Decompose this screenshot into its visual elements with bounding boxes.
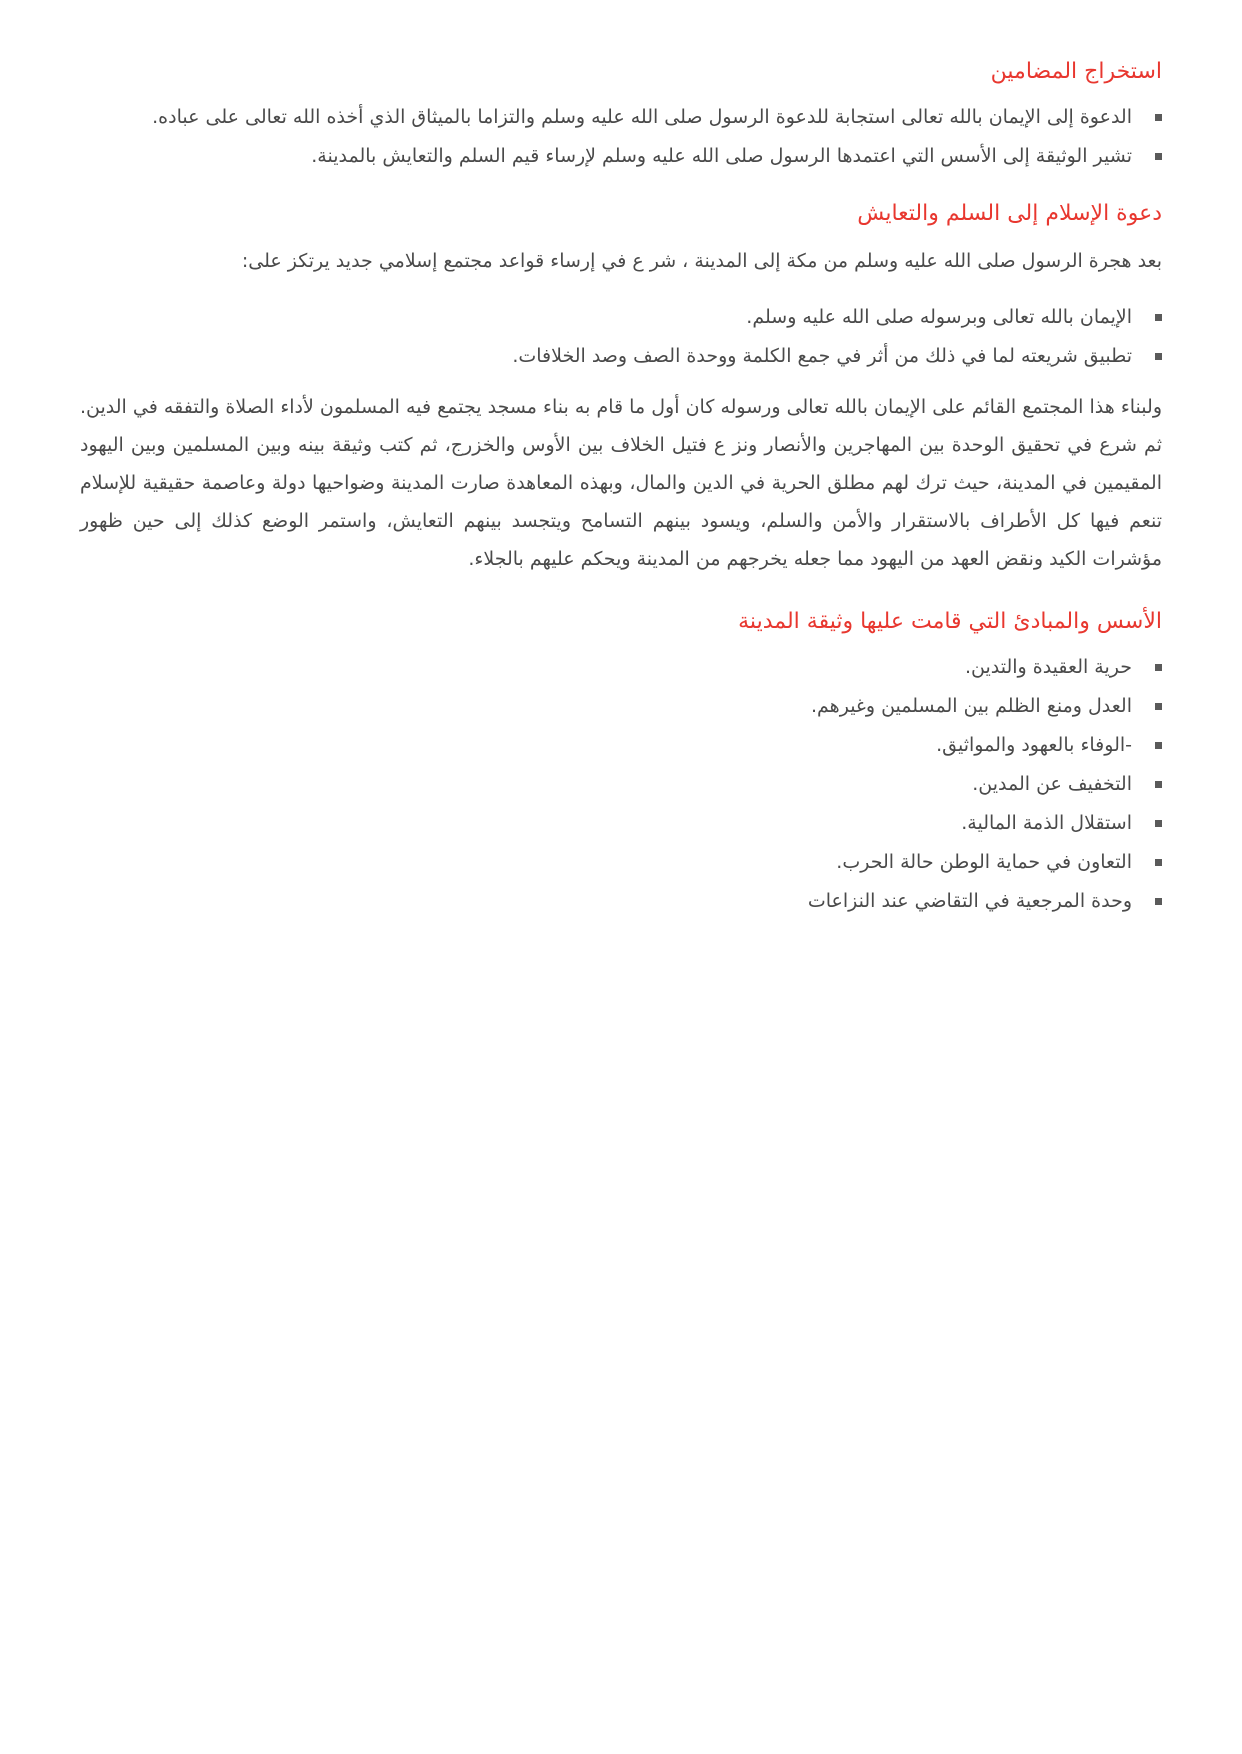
section-title-medina-charter-principles: الأسس والمبادئ التي قامت عليها وثيقة المدينة <box>738 609 1162 634</box>
list-item-text: حرية العقيدة والتدين. <box>964 656 1132 678</box>
bullet-list-foundations <box>80 298 1162 376</box>
list-item <box>80 804 1162 843</box>
list-item <box>80 726 1162 765</box>
list-item <box>80 337 1162 376</box>
list-item-text: الدعوة إلى الإيمان بالله تعالى استجابة للدعوة الرسول صلى الله عليه وسلم والتزاما بالميثاق الذي أخذه الله تعالى على عباده. <box>152 106 1132 128</box>
list-item <box>80 687 1162 726</box>
list-item <box>80 137 1162 176</box>
list-item <box>80 843 1162 882</box>
list-item-text: العدل ومنع الظلم بين المسلمين وغيرهم. <box>811 695 1132 717</box>
square-bullet-icon <box>1155 153 1162 160</box>
square-bullet-icon <box>1155 859 1162 866</box>
square-bullet-icon <box>1155 898 1162 905</box>
list-item <box>80 298 1162 337</box>
square-bullet-icon <box>1155 742 1162 749</box>
list-item <box>80 765 1162 804</box>
list-item <box>80 648 1162 687</box>
square-bullet-icon <box>1155 353 1162 360</box>
list-item <box>80 882 1162 921</box>
square-bullet-icon <box>1155 114 1162 121</box>
body-paragraph: ولبناء هذا المجتمع القائم على الإيمان بالله تعالى ورسوله كان أول ما قام به بناء مسجد يجتمع فيه المسلمون لأداء الصلاة والتفقه في الدين. ثم شرع في تحقيق الوحدة بين المهاجرين والأنصار ونز ع فتيل الخلاف بين الأوس والخزرج، ثم كتب وثيقة بينه وبين المسلمين وبين اليهود المقيمين في المدينة، حيث ترك لهم مطلق الحرية في الدين والمال، وبهذه المعاهدة صارت المدينة وضواحيها دولة وعاصمة حقيقية للإسلام تنعم فيها كل الأطراف بالاستقرار والأمن والسلم، ويسود بينهم التسامح ويتجسد بينهم التعايش، واستمر الوضع كذلك إلى حين ظهور مؤشرات الكيد ونقض العهد من اليهود مما جعله يخرجهم من المدينة ويحكم عليهم بالجلاء. <box>80 396 1162 570</box>
bullet-list-principles <box>80 648 1162 921</box>
list-item-text: تشير الوثيقة إلى الأسس التي اعتمدها الرسول صلى الله عليه وسلم لإرساء قيم السلم والتعايش بالمدينة. <box>311 145 1132 167</box>
list-item <box>80 98 1162 137</box>
list-item-text: الإيمان بالله تعالى وبرسوله صلى الله عليه وسلم. <box>746 306 1132 328</box>
list-item-text: استقلال الذمة المالية. <box>961 812 1132 834</box>
square-bullet-icon <box>1155 664 1162 671</box>
square-bullet-icon <box>1155 820 1162 827</box>
list-item-text: -الوفاء بالعهود والمواثيق. <box>936 734 1132 756</box>
square-bullet-icon <box>1155 703 1162 710</box>
square-bullet-icon <box>1155 781 1162 788</box>
section-title-peace-coexistence: دعوة الإسلام إلى السلم والتعايش <box>857 201 1162 226</box>
list-item-text: تطبيق شريعته لما في ذلك من أثر في جمع الكلمة ووحدة الصف وصد الخلافات. <box>512 345 1132 367</box>
list-item-text: وحدة المرجعية في التقاضي عند النزاعات <box>807 890 1132 912</box>
section-title-extracting-contents: استخراج المضامين <box>990 59 1162 84</box>
list-item-text: التخفيف عن المدين. <box>972 773 1132 795</box>
intro-paragraph: بعد هجرة الرسول صلى الله عليه وسلم من مكة إلى المدينة ، شر ع في إرساء قواعد مجتمع إسلامي جديد يرتكز على: <box>241 250 1162 272</box>
list-item-text: التعاون في حماية الوطن حالة الحرب. <box>836 851 1132 873</box>
square-bullet-icon <box>1155 314 1162 321</box>
bullet-list-contents <box>80 98 1162 176</box>
